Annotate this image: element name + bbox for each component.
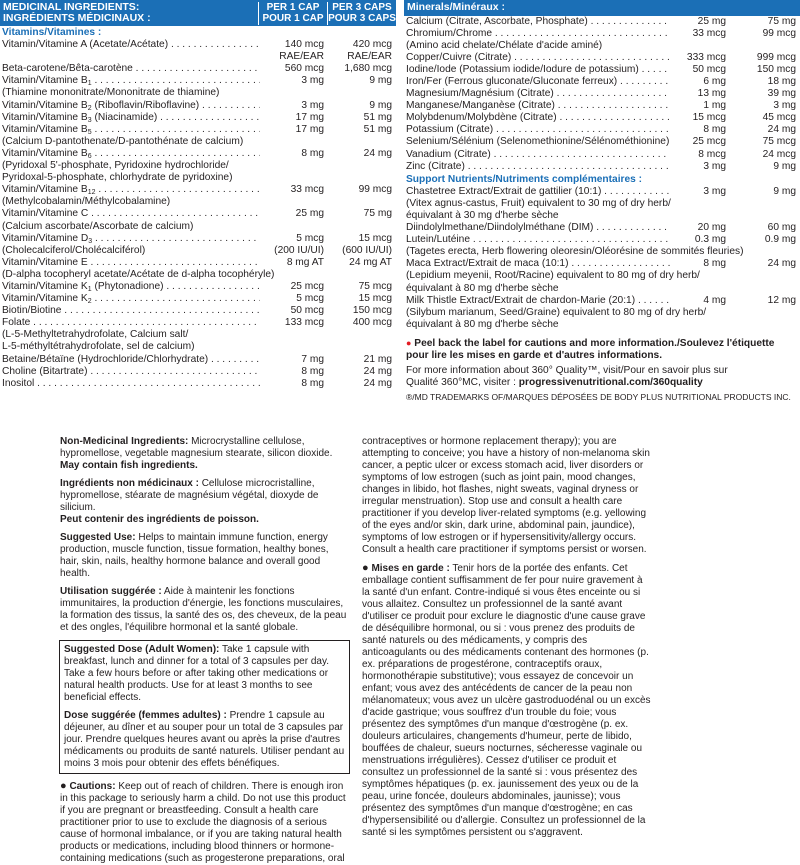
ingredient-source: Pyridoxal-5-phosphate, chlorhydrate de pyridoxine) xyxy=(2,172,233,184)
ingredient-name: Potassium (Citrate) . . . xyxy=(404,124,670,136)
ingredient-row xyxy=(0,75,396,87)
ingredient-row xyxy=(404,295,800,307)
amount-per-3-caps: 999 mcg xyxy=(756,51,796,63)
vitamins-list xyxy=(0,39,396,390)
ingredient-row xyxy=(0,87,396,99)
ingredient-name: Vitamin/Vitamine $K_2$ . . . xyxy=(0,293,260,305)
amount-per-1-cap: 5 mcg xyxy=(296,293,324,305)
amount-per-1-cap: 333 mcg xyxy=(686,51,726,63)
amount-per-3-caps: 24 mg xyxy=(767,124,796,136)
amount-per-3-caps: 99 mcg xyxy=(762,27,796,39)
support-list xyxy=(404,186,800,331)
ingredient-name: Inositol . . . xyxy=(0,378,260,390)
amount-per-3-caps: 24 mg AT xyxy=(349,256,392,268)
amount-per-1-cap: 8 mg xyxy=(703,124,726,136)
ingredient-row xyxy=(0,136,396,148)
ingredient-row xyxy=(0,208,396,220)
amount-per-3-caps: 9 mg xyxy=(773,160,796,172)
amount-per-3-caps: (600 IU/UI) xyxy=(342,244,392,256)
amount-per-3-caps: 45 mcg xyxy=(762,112,796,124)
ingredient-row xyxy=(0,281,396,293)
amount-per-3-caps: 15 mcg xyxy=(358,293,392,305)
amount-per-3-caps: 9 mg xyxy=(773,185,796,197)
header-col1-en: PER 1 CAP xyxy=(266,1,320,13)
mises-en-garde-fr: ● Mises en garde : Tenir hors de la portée des enfants. Cet emballage contient suffisamment de fer pour nuire gravement à la santé d'un enfant. Contre-indiqué si vous êtes enceinte ou si vous allaitez. Consultez un professionnel de la santé avant d'utiliser ce produit pour exclure le diagnostic d'une cause grave de déséquilibre hormonal, ou si : vous prenez des produits de santé naturels ou des médicaments, y compris des anticoagulants ou des médicaments contenant des hormones (p. ex. préparations de progestérone, contraceptifs oraux, hormonothérapie substitutive); vous essayez de concevoir un enfant; vous avez des antécédents de cancer de la peau non mélanomateux; vous avez un ulcère gastroduodénal ou un excès d'acide gastrique; vous souffrez d'un trouble du foie; vous présentez des symptômes d'un manque d'œstrogène (p. ex. douleurs articulaires, changements d'humeur, perte de libido, bouffées de chaleur, sueurs nocturnes, sécheresse vaginale ou menstruations irrégulières). Cessez d'utiliser ce produit et consultez un professionnel de la santé si : vous présentez des symptômes hépatiques (p. ex. jaunissement des yeux ou de la peau, urine foncée, douleurs abdominales, jaunisse); vous présentez des symptômes d'un manque d'œstrogène; en cas d'hypersensibilité ou d'allergie. Consultez un professionnel de la santé si les symptômes persistent ou s'aggravent. xyxy=(362,562,651,838)
header-col2-en: PER 3 CAPS xyxy=(332,1,392,13)
amount-per-3-caps: 24 mg xyxy=(363,365,392,377)
amount-per-1-cap: 7 mg xyxy=(301,353,324,365)
ingredient-source: (D-alpha tocopheryl acetate/Acétate de d-alpha tocophéryle) xyxy=(2,268,275,280)
amount-per-3-caps: 9 mg xyxy=(369,99,392,111)
ingredient-row xyxy=(404,283,800,295)
amount-per-3-caps: 150 mcg xyxy=(352,305,392,317)
ingredient-name: Vitamin/Vitamine C . . . xyxy=(0,208,260,220)
ingredient-name: Milk Thistle Extract/Extrait de chardon-Marie (20:1) . . . xyxy=(404,295,670,307)
amount-per-1-cap: 17 mg xyxy=(295,123,324,135)
ingredient-row xyxy=(0,221,396,233)
amount-per-3-caps: 9 mg xyxy=(369,75,392,87)
support-section-title: Support Nutrients/Nutriments complémentaires : xyxy=(406,173,643,185)
amount-per-1-cap: 3 mg xyxy=(301,99,324,111)
ingredient-source: (Amino acid chelate/Chélate d'acide aminé) xyxy=(406,39,603,51)
ingredient-name: Selenium/Sélénium (Selenomethionine/Sélénométhionine) . . . xyxy=(404,136,670,148)
amount-per-3-caps: 39 mg xyxy=(767,88,796,100)
info-line2-prefix: Qualité 360°MC, visiter : xyxy=(406,377,516,389)
medicinal-ingredients-panel xyxy=(0,0,396,390)
ingredient-row xyxy=(404,100,800,112)
amount-per-1-cap: 20 mg xyxy=(697,222,726,234)
bullet-icon: ● xyxy=(362,562,369,574)
amount-per-3-caps: 24 mcg xyxy=(762,148,796,160)
amount-per-1-cap: 1 mg xyxy=(703,100,726,112)
amount-per-1-cap: 8 mg xyxy=(703,258,726,270)
ingredient-name: Maca Extract/Extrait de maca (10:1) . . . xyxy=(404,258,670,270)
ingredient-name: Vitamin/Vitamine $B_3$ (Niacinamide) . . . xyxy=(0,112,260,124)
amount-per-1-cap: 25 mcg xyxy=(290,280,324,292)
ingredient-row xyxy=(404,52,800,64)
ingredient-source: (Vitex agnus-castus, Fruit) equivalent to 30 mg of dry herb/ xyxy=(406,197,671,209)
amount-per-3-caps: 75 mcg xyxy=(358,280,392,292)
amount-per-3-caps: 0.9 mg xyxy=(764,234,796,246)
ingredient-row xyxy=(0,124,396,136)
ingredient-name: Manganese/Manganèse (Citrate) . . . xyxy=(404,100,670,112)
peel-notice-line2: pour lire les mises en garde et d'autres informations. xyxy=(406,350,663,362)
amount-per-1-cap: RAE/EAR xyxy=(279,51,324,63)
amount-per-1-cap: 140 mcg xyxy=(284,39,324,51)
bottom-right-column xyxy=(362,436,652,839)
header-col1-fr: POUR 1 CAP xyxy=(262,13,324,24)
amount-per-1-cap: 4 mg xyxy=(703,294,726,306)
ingredient-source: L-5-méthyltétrahydrofolate, sel de calcium) xyxy=(2,341,195,353)
amount-per-3-caps: 60 mg xyxy=(767,222,796,234)
amount-per-1-cap: 3 mg xyxy=(703,160,726,172)
amount-per-3-caps: 24 mg xyxy=(363,377,392,389)
suggested-use-fr: Utilisation suggérée : Aide à maintenir les fonctions immunitaires, la production d'énergie, les fonctions musculaires, la formation des tissus, la santé des os, des cheveux, de la peau et des ongles, l'équilibre hormonal et la santé globale. xyxy=(60,586,347,633)
ingredient-row xyxy=(0,293,396,305)
info-notice xyxy=(404,365,800,389)
ingredient-name: Magnesium/Magnésium (Citrate) . . . xyxy=(404,88,670,100)
suggested-dose-fr: Dose suggérée (femmes adultes) : Prendre 1 capsule au déjeuner, au dîner et au souper pour un total de 3 capsules par jour. Prendre quelques heures avant ou après la prise d'autres médicaments ou produits de santé naturels. Utiliser pendant au moins 3 mois pour obtenir des effets bénéfiques. xyxy=(64,710,345,769)
ingredient-row xyxy=(0,245,396,257)
ingredient-name: Vitamin/Vitamine $B_5$ . . . xyxy=(0,124,260,136)
red-dot-icon: ● xyxy=(406,337,412,348)
ingredient-name: Molybdenum/Molybdène (Citrate) . . . xyxy=(404,112,670,124)
amount-per-3-caps: 51 mg xyxy=(363,123,392,135)
ingredient-row xyxy=(0,51,396,63)
ingredient-source: (Tagetes erecta, Herb flowering oleoresin/Oléorésine de sommités fleuries) xyxy=(406,246,744,258)
ingredient-name: Vitamin/Vitamine $K_1$ (Phytonadione) . . . xyxy=(0,281,260,293)
amount-per-1-cap: 15 mcg xyxy=(692,112,726,124)
ingredient-row xyxy=(0,39,396,51)
non-medicinal-fr: Ingrédients non médicinaux : Cellulose microcristalline, hypromellose, stéarate de magnésium végétal, dioxyde de silicium. Peut contenir des ingrédients de poisson. xyxy=(60,478,319,525)
amount-per-3-caps: 1,680 mcg xyxy=(344,63,392,75)
ingredient-name: Zinc (Citrate) . . . xyxy=(404,161,670,173)
ingredient-row xyxy=(0,160,396,172)
ingredient-row xyxy=(0,233,396,245)
ingredient-row xyxy=(404,186,800,198)
ingredient-name: Chastetree Extract/Extrait de gattilier (10:1) . . . xyxy=(404,186,670,198)
amount-per-1-cap: 33 mcg xyxy=(692,27,726,39)
ingredient-row xyxy=(404,234,800,246)
ingredient-name: Beta-carotene/Bêta-carotène . . . xyxy=(0,63,260,75)
ingredient-name: Vitamin/Vitamine $B_1$ . . . xyxy=(0,75,260,87)
ingredient-row xyxy=(0,196,396,208)
header-title-fr: INGRÉDIENTS MÉDICINAUX : xyxy=(3,12,151,24)
ingredient-source: (Silybum marianum, Seed/Graine) equivalent to 80 mg of dry herb/ xyxy=(406,306,707,318)
ingredient-row xyxy=(0,329,396,341)
ingredient-name: Lutein/Lutéine . . . xyxy=(404,234,670,246)
ingredient-row xyxy=(404,28,800,40)
ingredient-row xyxy=(404,222,800,234)
ingredient-row xyxy=(0,112,396,124)
ingredient-name: Iron/Fer (Ferrous gluconate/Gluconate ferreux) . . . xyxy=(404,76,670,88)
ingredient-source: équivalant à 80 mg d'herbe sèche xyxy=(406,318,559,330)
ingredient-row xyxy=(0,305,396,317)
amount-per-1-cap: 25 mg xyxy=(295,208,324,220)
minerals-section-title: Minerals/Minéraux : xyxy=(404,0,800,16)
ingredient-row xyxy=(0,63,396,75)
non-medicinal-en: Non-Medicinal Ingredients: Microcrystalline cellulose, hypromellose, vegetable magnesium stearate, silicon dioxide. May contain fish ingredients. xyxy=(60,436,333,471)
amount-per-1-cap: 17 mg xyxy=(295,111,324,123)
ingredient-source: (Calcium D-pantothenate/D-pantothénate de calcium) xyxy=(2,135,244,147)
ingredient-row xyxy=(0,366,396,378)
ingredient-name: Betaine/Bétaïne (Hydrochloride/Chlorhydrate) . . . xyxy=(0,354,260,366)
amount-per-1-cap: 133 mcg xyxy=(284,317,324,329)
ingredient-row xyxy=(404,40,800,52)
ingredient-name: Biotin/Biotine . . . xyxy=(0,305,260,317)
ingredient-source: (Methylcobalamin/Méthylcobalamine) xyxy=(2,196,171,208)
ingredient-name: Vitamin/Vitamine $B_6$ . . . xyxy=(0,148,260,160)
ingredients-table-header xyxy=(0,0,396,26)
ingredient-name: Calcium (Citrate, Ascorbate, Phosphate) . . . xyxy=(404,16,670,28)
amount-per-1-cap: 0.3 mg xyxy=(694,234,726,246)
amount-per-1-cap: 3 mg xyxy=(703,185,726,197)
ingredient-source: (Pyridoxal 5'-phosphate, Pyridoxine hydrochloride/ xyxy=(2,160,229,172)
ingredient-name: Copper/Cuivre (Citrate) . . . xyxy=(404,52,670,64)
ingredient-row xyxy=(0,341,396,353)
ingredient-row xyxy=(404,76,800,88)
amount-per-1-cap: 25 mcg xyxy=(692,136,726,148)
ingredient-name: Vitamin/Vitamine $B_{12}$ . . . xyxy=(0,184,260,196)
amount-per-1-cap: 33 mcg xyxy=(290,184,324,196)
amount-per-3-caps: 99 mcg xyxy=(358,184,392,196)
amount-per-3-caps: 15 mcg xyxy=(358,232,392,244)
amount-per-3-caps: 21 mg xyxy=(363,353,392,365)
amount-per-1-cap: 25 mg xyxy=(697,15,726,27)
ingredient-name: Diindolylmethane/Diindolylméthane (DIM) . . . xyxy=(404,222,670,234)
minerals-panel xyxy=(404,0,800,403)
ingredient-row xyxy=(404,210,800,222)
ingredient-row xyxy=(404,258,800,270)
ingredient-source: (Thiamine mononitrate/Mononitrate de thiamine) xyxy=(2,87,220,99)
peel-notice-line1: Peel back the label for cautions and more information./Soulevez l'étiquette xyxy=(414,337,775,349)
ingredient-row xyxy=(404,319,800,331)
ingredient-row xyxy=(404,198,800,210)
amount-per-1-cap: 50 mcg xyxy=(290,305,324,317)
bottom-left-column xyxy=(60,436,350,865)
amount-per-3-caps: 75 mg xyxy=(363,208,392,220)
ingredient-source: équivalant à 80 mg d'herbe sèche xyxy=(406,282,559,294)
amount-per-1-cap: (200 IU/UI) xyxy=(274,244,324,256)
ingredient-source: équivalant à 30 mg d'herbe sèche xyxy=(406,210,559,221)
amount-per-1-cap: 8 mcg xyxy=(698,148,726,160)
amount-per-1-cap: 8 mg xyxy=(301,147,324,159)
vitamins-section-title: Vitamins/Vitamines : xyxy=(2,27,102,38)
ingredient-row xyxy=(404,161,800,173)
ingredient-row xyxy=(0,172,396,184)
ingredient-row xyxy=(0,100,396,112)
amount-per-1-cap: 3 mg xyxy=(301,75,324,87)
ingredient-row xyxy=(404,270,800,282)
header-col2-fr: POUR 3 CAPS xyxy=(328,13,396,24)
ingredient-name: Choline (Bitartrate) . . . xyxy=(0,366,260,378)
peel-notice xyxy=(404,337,800,362)
suggested-dose-en: Suggested Dose (Adult Women): Take 1 capsule with breakfast, lunch and dinner for a total of 3 capsules per day. Take a few hours before or after taking other medications or natural health products. Use for at least 3 months to see beneficial effects. xyxy=(64,644,329,703)
ingredient-name: Chromium/Chrome . . . xyxy=(404,28,670,40)
amount-per-1-cap: 8 mg xyxy=(301,377,324,389)
ingredient-row xyxy=(404,112,800,124)
ingredient-row xyxy=(404,88,800,100)
ingredient-name: Iodine/Iode (Potassium iodide/Iodure de potassium) . . . xyxy=(404,64,670,76)
amount-per-3-caps: 18 mg xyxy=(767,75,796,87)
cautions-en-continued: contraceptives or hormone replacement therapy); you are attempting to conceive; you have a history of non-melanoma skin cancer, a peptic ulcer or excess stomach acid, liver disorders or symptoms of low estrogen (such as joint pain, mood changes, changes in libido, hot flashes, night sweats, vaginal dryness or irregular menstruation). Stop use and consult a health care practitioner if you develop liver-related symptoms (e.g. yellowing of the eyes and/or skin, dark urine, abdominal pain, jaundice), symptoms of low estrogen or if hypersensitivity/allergy occurs. Consult a health care practitioner if symptoms persist or worsen. xyxy=(362,436,650,555)
ingredient-name: Folate . . . xyxy=(0,317,260,329)
ingredient-row xyxy=(404,246,800,258)
ingredient-row xyxy=(404,64,800,76)
ingredient-row xyxy=(0,378,396,390)
ingredient-name: Vitamin/Vitamine $B_2$ (Riboflavin/Riboflavine) . . . xyxy=(0,100,260,112)
ingredient-source: (Lepidium meyenii, Root/Racine) equivalent to 80 mg of dry herb/ xyxy=(406,270,700,282)
ingredient-name: Vanadium (Citrate) . . . xyxy=(404,149,670,161)
amount-per-3-caps: 24 mg xyxy=(767,258,796,270)
ingredient-source: (Cholecalciferol/Cholécalciférol) xyxy=(2,244,146,256)
amount-per-3-caps: 75 mcg xyxy=(762,136,796,148)
info-line1: For more information about 360° Quality™, visit/Pour en savoir plus sur xyxy=(406,365,728,377)
amount-per-1-cap: 5 mcg xyxy=(296,232,324,244)
amount-per-3-caps: 24 mg xyxy=(363,147,392,159)
amount-per-1-cap: 50 mcg xyxy=(692,63,726,75)
trademark-notice: ®/MD TRADEMARKS OF/MARQUES DÉPOSÉES DE BODY PLUS NUTRITIONAL PRODUCTS INC. xyxy=(406,392,791,403)
info-url: progressivenutritional.com/360quality xyxy=(518,377,703,389)
ingredient-row xyxy=(0,269,396,281)
amount-per-3-caps: 12 mg xyxy=(767,294,796,306)
ingredient-row xyxy=(404,307,800,319)
suggested-use-en: Suggested Use: Helps to maintain immune function, energy production, muscle function, tissue formation, healthy bones, hair, skin, nails, healthy hormone balance and overall good health. xyxy=(60,532,329,579)
ingredient-row xyxy=(0,184,396,196)
bullet-icon: ● xyxy=(60,780,67,792)
suggested-dose-box xyxy=(59,640,350,774)
amount-per-3-caps: 75 mg xyxy=(767,15,796,27)
ingredient-row xyxy=(0,354,396,366)
amount-per-3-caps: 150 mcg xyxy=(756,63,796,75)
ingredient-source: (L-5-Methyltetrahydrofolate, Calcium salt/ xyxy=(2,329,189,341)
ingredient-name: Vitamin/Vitamine E . . . xyxy=(0,257,260,269)
amount-per-1-cap: 13 mg xyxy=(697,88,726,100)
ingredient-name: Vitamin/Vitamine A (Acetate/Acétate) . . . xyxy=(0,39,260,51)
amount-per-3-caps: 400 mcg xyxy=(352,317,392,329)
amount-per-3-caps: 420 mcg xyxy=(352,39,392,51)
ingredient-row xyxy=(404,149,800,161)
cautions-en: ● Cautions: Keep out of reach of children. There is enough iron in this package to seriously harm a child. Do not use this product if you are pregnant or breastfeeding. Consult a health care practitioner prior to use to exclude the diagnosis of a serious cause of hormonal imbalance, or if you are taking natural health products or medications, including blood thinners or hormone-containing medications (such as progesterone preparations, oral xyxy=(60,780,346,864)
header-title-en: MEDICINAL INGREDIENTS: xyxy=(3,0,140,13)
ingredient-row xyxy=(0,317,396,329)
amount-per-1-cap: 560 mcg xyxy=(284,63,324,75)
minerals-list xyxy=(404,16,800,173)
amount-per-1-cap: 8 mg AT xyxy=(286,256,324,268)
amount-per-3-caps: 3 mg xyxy=(773,100,796,112)
amount-per-3-caps: RAE/EAR xyxy=(347,51,392,63)
amount-per-1-cap: 6 mg xyxy=(703,75,726,87)
ingredient-row xyxy=(404,16,800,28)
ingredient-row xyxy=(0,148,396,160)
ingredient-name: Vitamin/Vitamine $D_3$ . . . xyxy=(0,233,260,245)
ingredient-row xyxy=(0,257,396,269)
ingredient-source: (Calcium ascorbate/Ascorbate de calcium) xyxy=(2,220,194,232)
ingredient-row xyxy=(404,136,800,148)
amount-per-1-cap: 8 mg xyxy=(301,365,324,377)
amount-per-3-caps: 51 mg xyxy=(363,111,392,123)
ingredient-row xyxy=(404,124,800,136)
